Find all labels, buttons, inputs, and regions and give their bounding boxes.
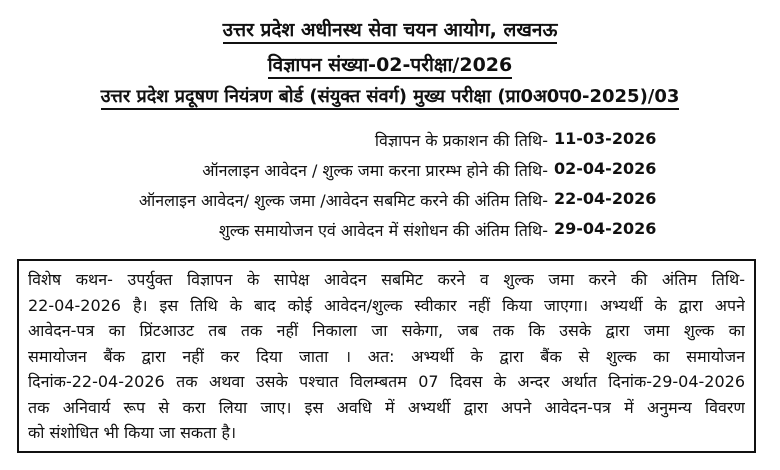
- date-row-publication: [0, 125, 780, 155]
- notice-line: को संशोधित भी किया जा सकता है।: [28, 423, 237, 442]
- notice-line: दिनांक-22-04-2026 तक अथवा उसके पश्चात विलम्बतम 07 दिवस के अन्दर अर्थात दिनांक-29-04-2026: [28, 372, 745, 391]
- advertisement-number-text: विज्ञापन संख्या-02-परीक्षा/2026: [268, 54, 513, 79]
- date-value: 11-03-2026: [554, 129, 657, 148]
- date-row-correction-deadline: [0, 215, 780, 245]
- notice-line: विशेष कथन- उपर्युक्त विज्ञापन के सापेक्ष आवेदन सबमिट करने व शुल्क जमा करने की अंतिम तिथि-: [28, 270, 745, 289]
- date-value: 22-04-2026: [554, 189, 657, 208]
- organization-title-text: उत्तर प्रदेश अधीनस्थ सेवा चयन आयोग, लखनऊ: [223, 19, 558, 44]
- special-notice-box: [17, 259, 756, 453]
- date-label: शुल्क समायोजन एवं आवेदन में संशोधन की अंतिम तिथि-: [218, 221, 548, 240]
- date-label: ऑनलाइन आवेदन/ शुल्क जमा /आवेदन सबमिट करने की अंतिम तिथि-: [138, 191, 548, 210]
- important-dates: [0, 125, 780, 245]
- date-value: 29-04-2026: [554, 219, 657, 238]
- advertisement-number: [0, 51, 780, 77]
- notice-line: आवेदन-पत्र का प्रिंटआउट तब तक नहीं निकाला जा सकेगा, जब तक कि उसके द्वारा जमा शुल्क का: [28, 321, 745, 340]
- date-row-application-start: [0, 155, 780, 185]
- exam-title-text: उत्तर प्रदेश प्रदूषण नियंत्रण बोर्ड (संयुक्त संवर्ग) मुख्य परीक्षा (प्रा0अ0प0-2025)/03: [101, 86, 680, 110]
- notice-line: 22-04-2026 है। इस तिथि के बाद कोई आवेदन/शुल्क स्वीकार नहीं किया जाएगा। अभ्यर्थी के द्वारा अपने: [28, 295, 745, 315]
- date-value: 02-04-2026: [554, 159, 657, 178]
- notice-line: तक अनिवार्य रूप से करा लिया जाए। इस अवधि में अभ्यर्थी द्वारा अपने आवेदन-पत्र में अनुमन्य विवरण: [28, 397, 745, 417]
- date-row-submission-deadline: [0, 185, 780, 215]
- date-label: ऑनलाइन आवेदन / शुल्क जमा करना प्रारम्भ होने की तिथि-: [202, 161, 548, 180]
- exam-title: [0, 84, 780, 108]
- date-label: विज्ञापन के प्रकाशन की तिथि-: [374, 131, 548, 150]
- notice-line: समायोजन बैंक द्वारा नहीं कर दिया जाता । अत: अभ्यर्थी के द्वारा बैंक से शुल्क का समायोजन: [28, 346, 745, 366]
- organization-title: [0, 16, 780, 42]
